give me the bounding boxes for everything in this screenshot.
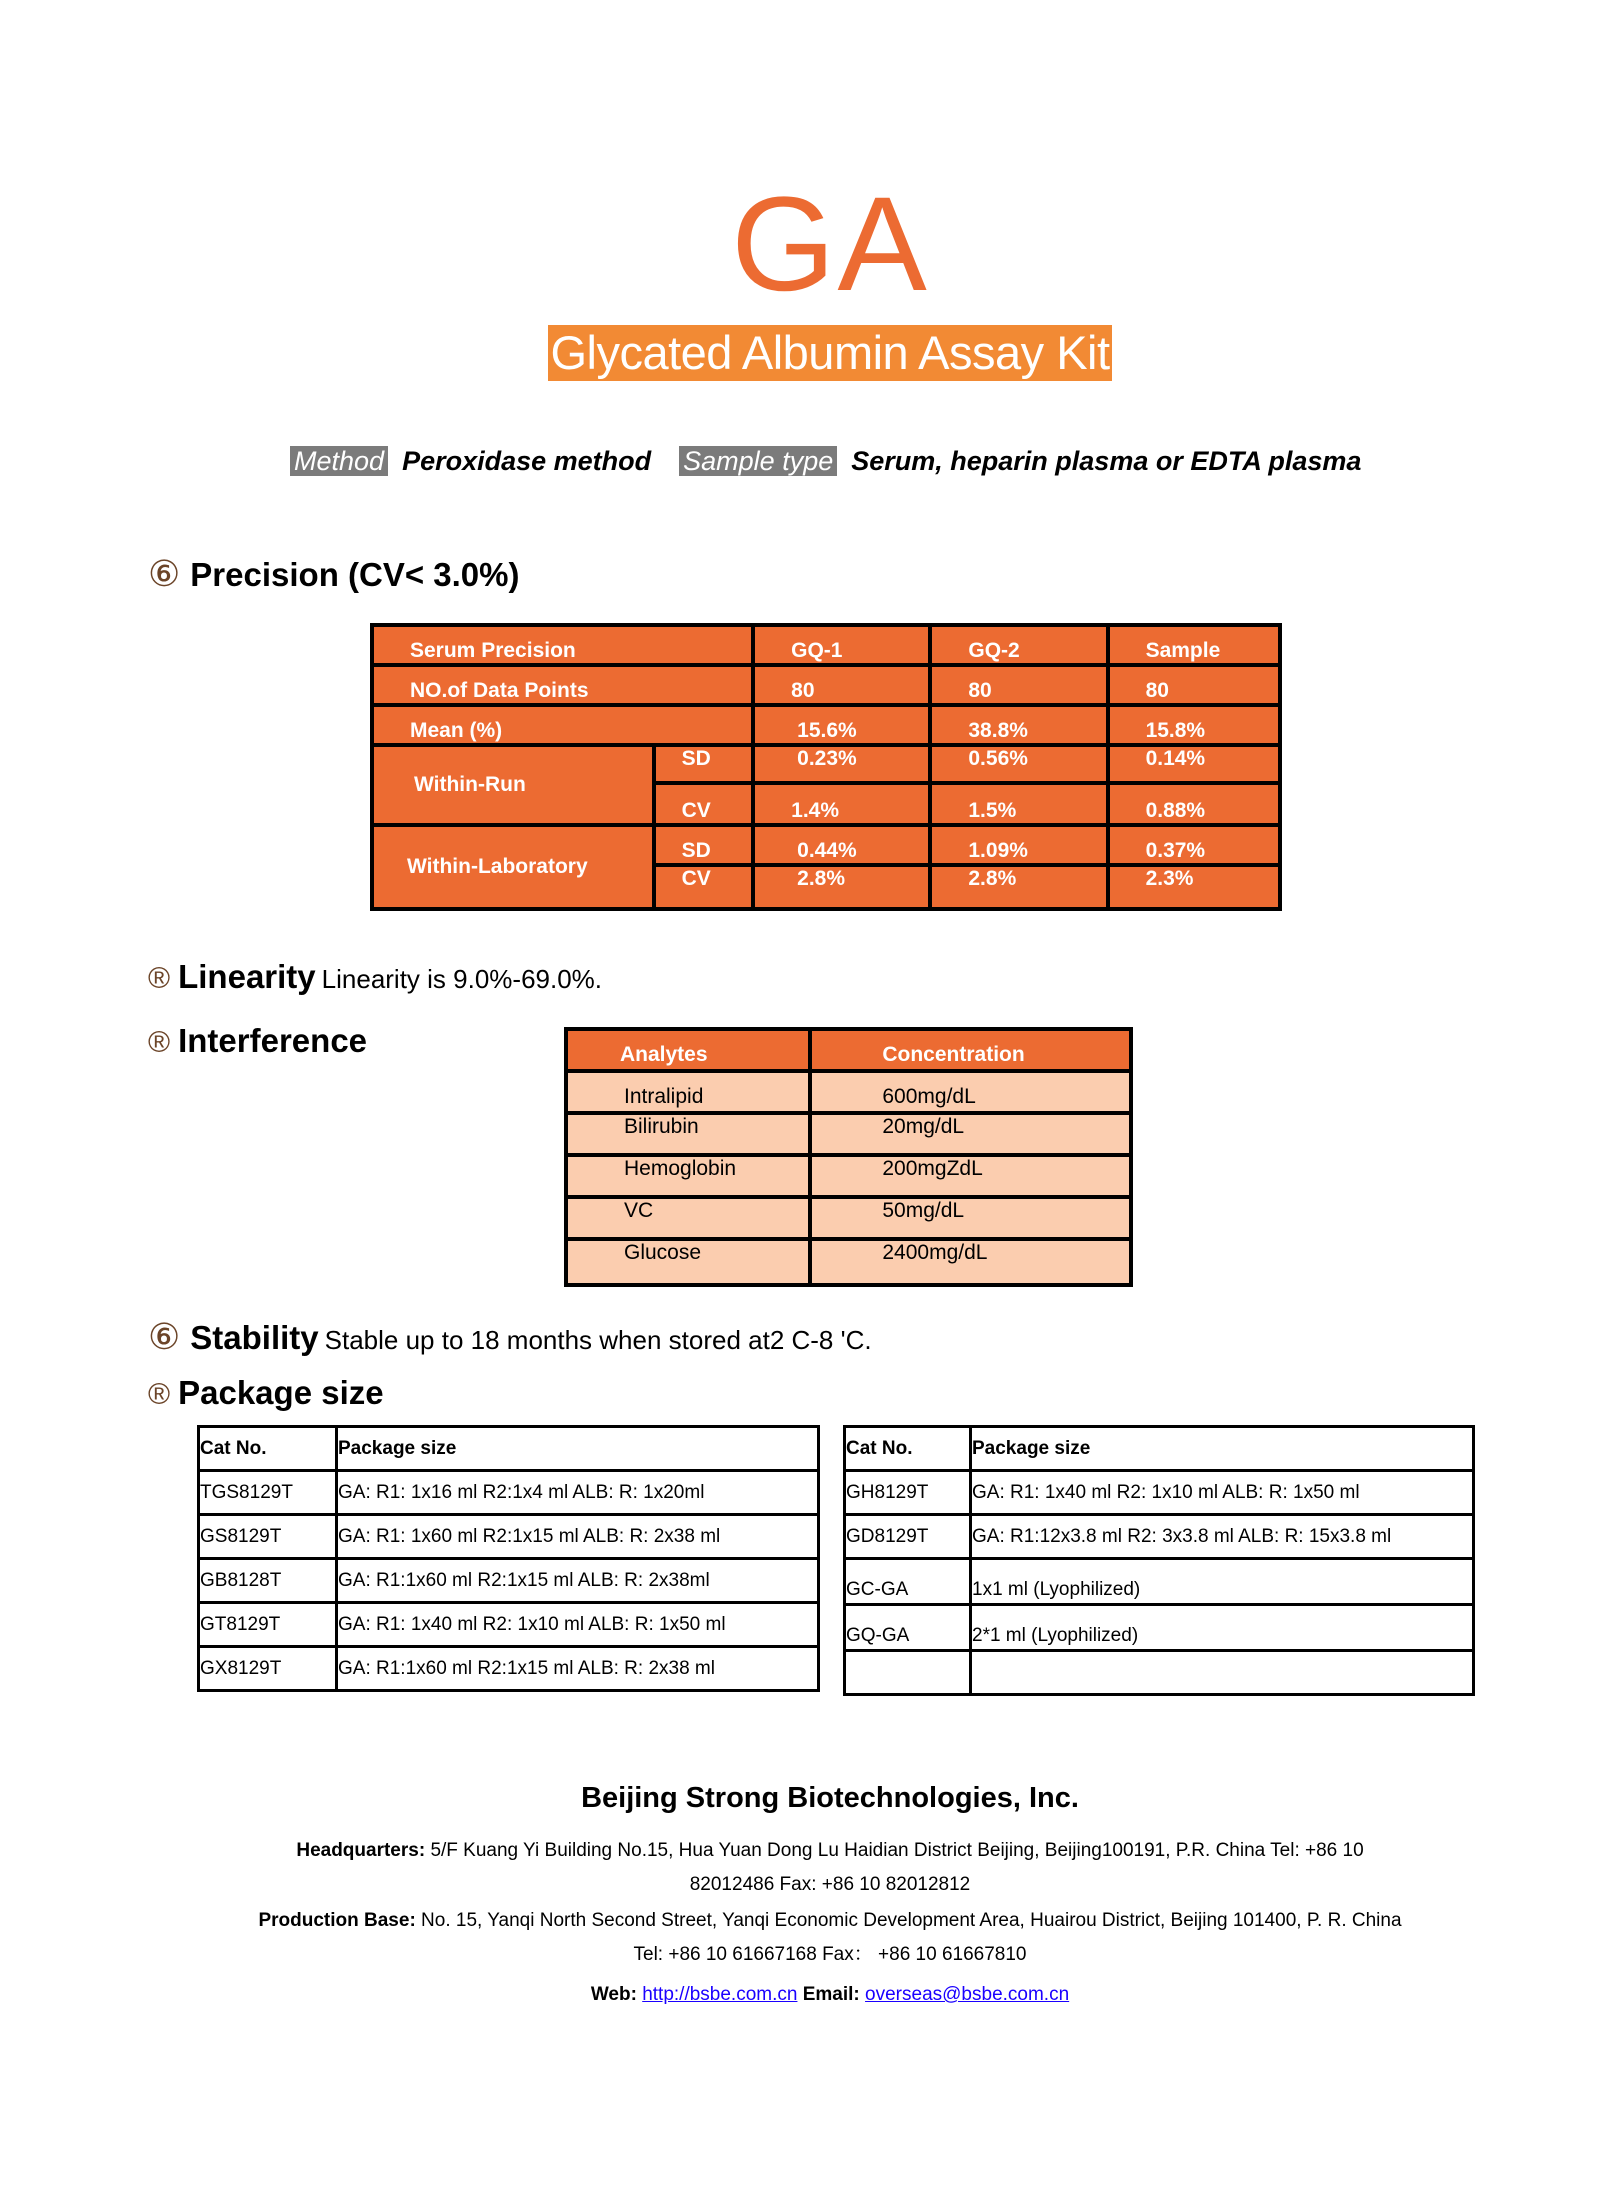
package-desc: 1x1 ml (Lyophilized) [971, 1559, 1474, 1605]
table-row [199, 1559, 819, 1603]
cat-no: GD8129T [845, 1515, 971, 1559]
linearity-text: Linearity is 9.0%-69.0%. [321, 964, 603, 994]
registered-bullet-icon: ® [148, 962, 171, 995]
subtitle-banner [0, 325, 1607, 381]
package-desc: GA: R1: 1x40 ml R2: 1x10 ml ALB: R: 1x50 ml [971, 1471, 1474, 1515]
cat-no: GH8129T [845, 1471, 971, 1515]
table-row [199, 1603, 819, 1647]
header-cell: GQ-2 [930, 625, 1107, 665]
cat-no: GS8129T [199, 1515, 337, 1559]
prod-label: Production Base: [258, 1910, 416, 1931]
cell: 600mg/dL [810, 1071, 1131, 1113]
cell: SD [654, 825, 754, 865]
table-row [845, 1559, 1474, 1605]
registered-bullet-icon: ® [148, 1378, 171, 1411]
package-desc: GA: R1:1x60 ml R2:1x15 ml ALB: R: 2x38 ml [337, 1647, 819, 1691]
hq-label: Headquarters: [296, 1840, 426, 1861]
header-cell: Serum Precision [372, 625, 753, 665]
cell: SD [654, 745, 754, 783]
cell: CV [654, 783, 754, 825]
table-row [566, 1239, 1131, 1285]
cell: 2400mg/dL [810, 1239, 1131, 1285]
cell: 80 [1108, 665, 1280, 705]
headquarters-address [0, 1834, 1607, 1902]
cat-no: TGS8129T [199, 1471, 337, 1515]
sample-type-value: Serum, heparin plasma or EDTA plasma [851, 446, 1362, 476]
package-desc: 2*1 ml (Lyophilized) [971, 1605, 1474, 1651]
package-desc: GA: R1:12x3.8 ml R2: 3x3.8 ml ALB: R: 15x3.8 ml [971, 1515, 1474, 1559]
header-cell: Analytes [566, 1029, 810, 1071]
hq-line2: 82012486 Fax: +86 10 82012812 [689, 1874, 971, 1895]
product-name: Glycated Albumin Assay Kit [550, 326, 1110, 379]
interference-title: Interference [178, 1022, 368, 1059]
table-row [372, 745, 1280, 783]
stability-heading [148, 1316, 872, 1358]
table-row [372, 625, 1280, 665]
table-row [199, 1515, 819, 1559]
row-label: Within-Laboratory [372, 825, 654, 909]
package-desc [971, 1651, 1474, 1695]
package-desc: GA: R1:1x60 ml R2:1x15 ml ALB: R: 2x38ml [337, 1559, 819, 1603]
interference-heading [148, 1022, 367, 1060]
cell: 80 [753, 665, 930, 705]
precision-heading [148, 553, 520, 595]
web-label: Web: [590, 1984, 637, 2005]
header-cell: Cat No. [199, 1427, 337, 1471]
row-label: Mean (%) [372, 705, 753, 745]
linearity-title: Linearity [178, 958, 316, 995]
table-row [566, 1197, 1131, 1239]
cell: 2.3% [1108, 865, 1280, 909]
cell: 0.37% [1108, 825, 1280, 865]
hq-line1: 5/F Kuang Yi Building No.15, Hua Yuan Dong Lu Haidian District Beijing, Beijing100191, P.R. China Tel: +86 10 [425, 1840, 1364, 1861]
cell: 2.8% [930, 865, 1107, 909]
cell: 0.44% [753, 825, 930, 865]
linearity-heading [148, 958, 602, 996]
package-desc: GA: R1: 1x16 ml R2:1x4 ml ALB: R: 1x20ml [337, 1471, 819, 1515]
header-cell: GQ-1 [753, 625, 930, 665]
cell: CV [654, 865, 754, 909]
stability-title: Stability [190, 1319, 319, 1356]
prod-line2: Tel: +86 10 61667168 Fax： +86 10 61667810 [633, 1944, 1027, 1965]
cell: Hemoglobin [566, 1155, 810, 1197]
cell: 80 [930, 665, 1107, 705]
prod-line1: No. 15, Yanqi North Second Street, Yanqi Economic Development Area, Huairou District, Beijing 101400, P. R. China [415, 1910, 1402, 1931]
precision-table [370, 623, 1282, 911]
product-code-title: GA [731, 170, 929, 319]
cell: 0.23% [753, 745, 930, 783]
cell: 1.5% [930, 783, 1107, 825]
table-row [845, 1471, 1474, 1515]
cell: 15.8% [1108, 705, 1280, 745]
stability-text: Stable up to 18 months when stored at2 C-8 'C. [324, 1325, 872, 1355]
cell: VC [566, 1197, 810, 1239]
package-desc: GA: R1: 1x40 ml R2: 1x10 ml ALB: R: 1x50 ml [337, 1603, 819, 1647]
cell: Intralipid [566, 1071, 810, 1113]
table-header-row [845, 1427, 1474, 1471]
cell: 20mg/dL [810, 1113, 1131, 1155]
table-row [566, 1155, 1131, 1197]
cell: 50mg/dL [810, 1197, 1131, 1239]
cat-no: GT8129T [199, 1603, 337, 1647]
header-cell: Sample [1108, 625, 1280, 665]
circled-number-icon: ⑥ [148, 1316, 181, 1357]
cat-no: GC-GA [845, 1559, 971, 1605]
table-row [372, 705, 1280, 745]
contact-line [0, 1978, 1607, 2012]
cell: 0.14% [1108, 745, 1280, 783]
header-cell: Cat No. [845, 1427, 971, 1471]
cell: 1.4% [753, 783, 930, 825]
cell: 2.8% [753, 865, 930, 909]
header-cell: Concentration [810, 1029, 1131, 1071]
table-row [372, 825, 1280, 865]
cell: 1.09% [930, 825, 1107, 865]
package-heading [148, 1374, 384, 1412]
package-title: Package size [178, 1374, 384, 1411]
header-cell: Package size [337, 1427, 819, 1471]
cat-no: GQ-GA [845, 1605, 971, 1651]
header-cell: Package size [971, 1427, 1474, 1471]
cell: 38.8% [930, 705, 1107, 745]
table-row [845, 1605, 1474, 1651]
table-row [845, 1651, 1474, 1695]
table-row [199, 1471, 819, 1515]
email-link[interactable]: overseas@bsbe.com.cn [865, 1984, 1070, 2005]
table-row [566, 1113, 1131, 1155]
company-name: Beijing Strong Biotechnologies, Inc. [581, 1782, 1079, 1814]
sample-type-tag: Sample type [679, 446, 837, 476]
cell: 0.56% [930, 745, 1107, 783]
row-label: NO.of Data Points [372, 665, 753, 705]
package-desc: GA: R1: 1x60 ml R2:1x15 ml ALB: R: 2x38 ml [337, 1515, 819, 1559]
cell: 15.6% [753, 705, 930, 745]
web-link[interactable]: http://bsbe.com.cn [642, 1984, 798, 2005]
precision-title: Precision (CV< 3.0%) [190, 556, 520, 593]
package-table-right [843, 1425, 1475, 1696]
method-value: Peroxidase method [402, 446, 652, 476]
cat-no: GB8128T [199, 1559, 337, 1603]
row-label: Within-Run [372, 745, 654, 825]
cat-no: GX8129T [199, 1647, 337, 1691]
method-line [290, 446, 1361, 477]
table-row [372, 665, 1280, 705]
circled-number-icon: ⑥ [148, 553, 181, 594]
table-row [845, 1515, 1474, 1559]
production-address [0, 1904, 1607, 1972]
cell: Bilirubin [566, 1113, 810, 1155]
email-label: Email: [802, 1984, 860, 2005]
registered-bullet-icon: ® [148, 1026, 171, 1059]
method-tag: Method [290, 446, 388, 476]
interference-table [564, 1027, 1133, 1287]
cell: Glucose [566, 1239, 810, 1285]
table-header-row [566, 1029, 1131, 1071]
package-table-left [197, 1425, 820, 1692]
cat-no [845, 1651, 971, 1695]
cell: 0.88% [1108, 783, 1280, 825]
cell: 200mgZdL [810, 1155, 1131, 1197]
table-row [566, 1071, 1131, 1113]
table-header-row [199, 1427, 819, 1471]
table-row [199, 1647, 819, 1691]
